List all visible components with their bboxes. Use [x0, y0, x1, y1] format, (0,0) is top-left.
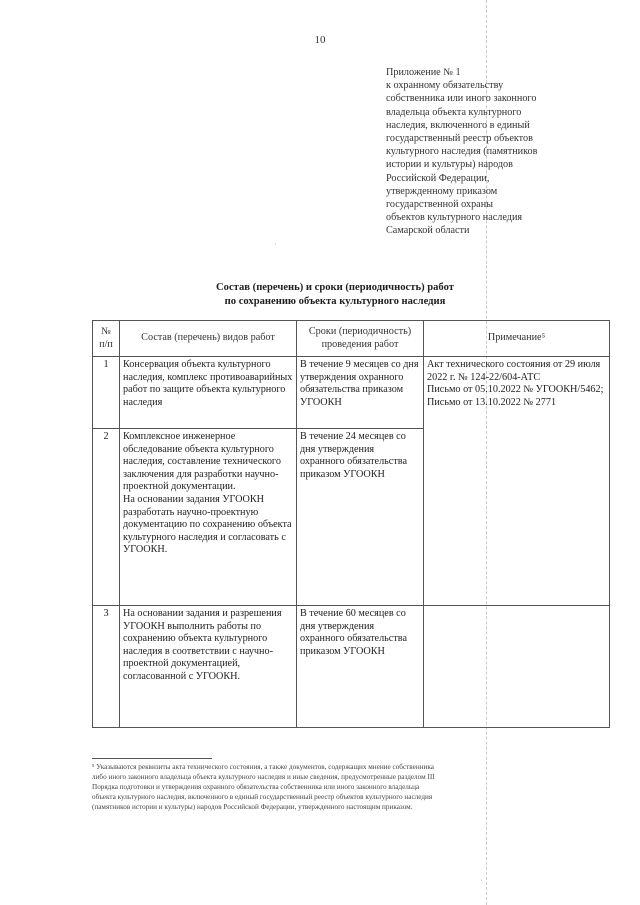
footnote-line: ⁵ Указываются реквизиты акта технического состояния, а также документов, содержащих мнение собственника	[92, 763, 434, 771]
footnote-line: либо иного законного владельца объекта культурного наследия и иные сведения, предусмотренные разделом III	[92, 773, 435, 781]
appendix-line: Российской Федерации,	[386, 172, 490, 184]
scan-speck: ·	[274, 240, 277, 249]
note-cell: Акт технического состояния от 29 июля 2022 г. № 124-22/604-АТС Письмо от 05.10.2022 № УГООКН/5462; Письмо от 13.10.2022 № 2771	[424, 357, 610, 606]
header-num: № п/п	[93, 321, 120, 357]
appendix-line: культурного наследия (памятников	[386, 146, 538, 158]
work-terms: В течение 24 месяцев со дня утверждения охранного обязательства приказом УГООКН	[297, 429, 424, 606]
appendix-line: Самарской области	[386, 225, 470, 237]
work-composition: На основании задания и разрешения УГООКН выполнить работы по сохранению объекта культурного наследия в соответствии с научно-проектной документацией, согласованной с УГООКН.	[120, 606, 297, 728]
footnote-line: объекта культурного наследия, включенного в единый государственный реестр объектов культурного наследия	[92, 793, 433, 801]
appendix-line: собственника или иного законного	[386, 93, 537, 105]
table-row	[93, 606, 610, 728]
document-title	[130, 281, 540, 309]
scan-speck: ·	[480, 876, 483, 885]
appendix-line: утвержденному приказом	[386, 185, 498, 197]
row-number: 3	[93, 606, 120, 728]
note-cell-empty	[424, 606, 610, 728]
work-terms: В течение 9 месяцев со дня утверждения охранного обязательства приказом УГООКН	[297, 357, 424, 429]
footnote	[92, 762, 610, 812]
appendix-line: к охранному обязательству	[386, 80, 504, 92]
table-row	[93, 357, 610, 429]
footnote-separator	[92, 758, 212, 759]
appendix-line: объектов культурного наследия	[386, 212, 523, 224]
appendix-line: государственный реестр объектов	[386, 133, 533, 145]
work-composition: Комплексное инженерное обследование объекта культурного наследия, составление технического заключения для разработки научно-проектной документации. На основании задания УГООКН разработать научно-проектную документацию по сохранению объекта культурного наследия и согласовать с УГООКН.	[120, 429, 297, 606]
appendix-line: государственной охраны	[386, 199, 493, 211]
title-line: Состав (перечень) и сроки (периодичность) работ	[216, 282, 454, 293]
header-composition: Состав (перечень) видов работ	[120, 321, 297, 357]
title-line: по сохранению объекта культурного наследия	[224, 296, 446, 307]
appendix-header	[386, 66, 582, 238]
appendix-line: владельца объекта культурного	[386, 106, 522, 118]
footnote-line: Порядка подготовки и утверждения охранного обязательства собственника или иного законного владельца	[92, 783, 420, 791]
header-terms: Сроки (периодичность) проведения работ	[297, 321, 424, 357]
works-table	[92, 320, 610, 728]
page-number: 10	[314, 34, 326, 46]
row-number: 2	[93, 429, 120, 606]
row-number: 1	[93, 357, 120, 429]
work-terms: В течение 60 месяцев со дня утверждения охранного обязательства приказом УГООКН	[297, 606, 424, 728]
appendix-line: наследия, включенного в единый	[386, 119, 530, 131]
appendix-line: Приложение № 1	[386, 67, 461, 78]
table-header-row	[93, 321, 610, 357]
footnote-line: (памятников истории и культуры) народов Российской Федерации, утвержденного настоящим приказом.	[92, 803, 413, 811]
work-composition: Консервация объекта культурного наследия, комплекс противоаварийных работ по защите объекта культурного наследия	[120, 357, 297, 429]
appendix-line: истории и культуры) народов	[386, 159, 513, 171]
header-note: Примечание⁵	[424, 321, 610, 357]
